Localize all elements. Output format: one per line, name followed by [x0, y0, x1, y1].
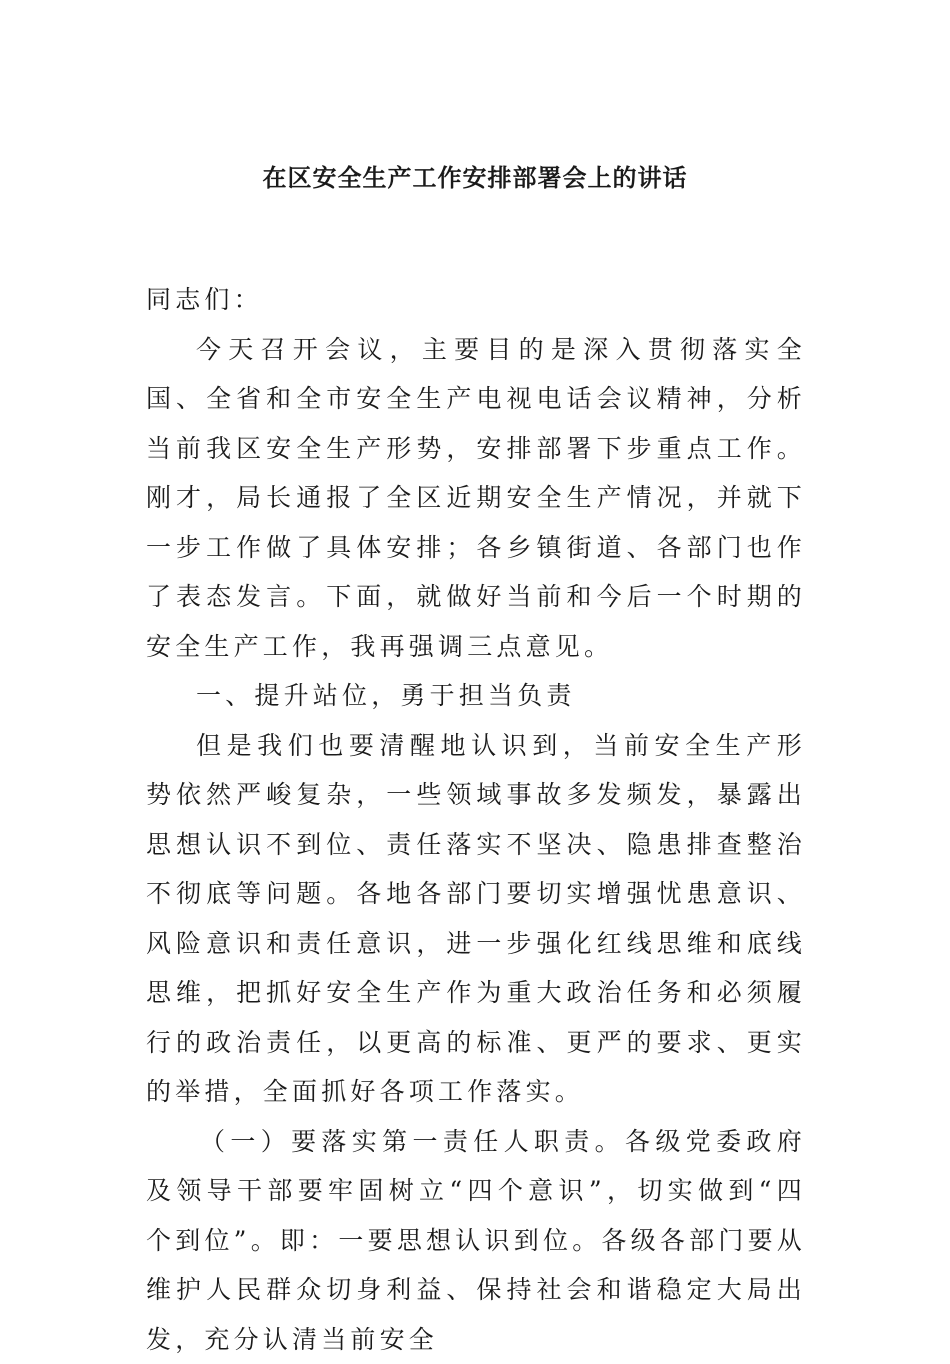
paragraph-intro: 今天召开会议，主要目的是深入贯彻落实全国、全省和全市安全生产电视电话会议精神，分析当前我区安全生产形势，安排部署下步重点工作。刚才，局长通报了全区近期安全生产情况，并就下一步工作做了具体安排；各乡镇街道、各部门也作了表态发言。下面，就做好当前和今后一个时期的安全生产工作，我再强调三点意见。: [146, 325, 806, 672]
salutation: 同志们：: [146, 275, 806, 325]
paragraph-situation: 但是我们也要清醒地认识到，当前安全生产形势依然严峻复杂，一些领域事故多发频发，暴露出思想认识不到位、责任落实不坚决、隐患排查整治不彻底等问题。各地各部门要切实增强忧患意识、风险意识和责任意识，进一步强化红线思维和底线思维，把抓好安全生产作为重大政治任务和必须履行的政治责任，以更高的标准、更严的要求、更实的举措，全面抓好各项工作落实。: [146, 721, 806, 1117]
section-heading-1: 一、提升站位，勇于担当负责: [146, 671, 806, 721]
paragraph-subsection-1: （一）要落实第一责任人职责。各级党委政府及领导干部要牢固树立“四个意识”，切实做到“四个到位”。即：一要思想认识到位。各级各部门要从维护人民群众切身利益、保持社会和谐稳定大局出发，充分认清当前安全: [146, 1117, 806, 1364]
document-title: 在区安全生产工作安排部署会上的讲话: [0, 162, 950, 194]
document-body: [146, 275, 806, 1364]
